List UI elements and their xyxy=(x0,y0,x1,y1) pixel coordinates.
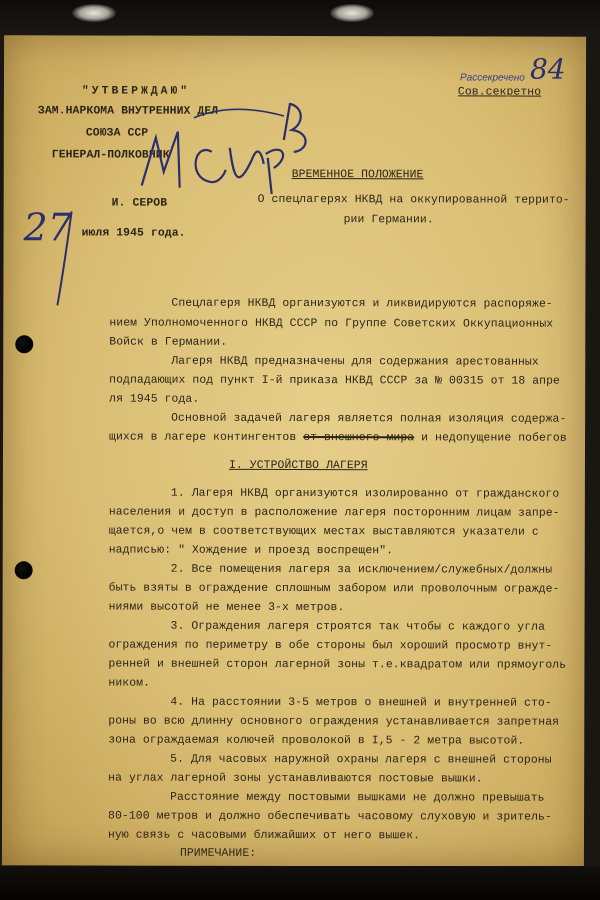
text-line: 1. Лагеря НКВД организуются изолированно от гражданского xyxy=(170,487,560,501)
text-line: населения и доступ в расположение лагеря посторонним лицам запре- xyxy=(108,506,560,520)
page-number: 84 xyxy=(529,52,566,86)
text-line: Войск в Германии. xyxy=(109,336,228,349)
text-segment: и недопущение побегов xyxy=(414,432,567,445)
text-segment: щихся в лагере контингентов xyxy=(109,431,304,445)
note-label: ПРИМЕЧАНИЕ: xyxy=(179,847,257,860)
punch-hole xyxy=(15,561,33,579)
document-title: ВРЕМЕННОЕ ПОЛОЖЕНИЕ xyxy=(291,168,424,182)
text-line-with-strikeout xyxy=(109,432,567,445)
approval-name: И. СЕРОВ xyxy=(111,197,168,210)
classification-label: Сов.секретно xyxy=(457,86,542,99)
document-subtitle-line2: рии Германии. xyxy=(343,214,434,227)
signature-icon xyxy=(134,98,324,208)
text-line: 80-100 метров и должно обеспечивать часовому слуховую и зритель- xyxy=(108,810,552,824)
approval-date: июля 1945 года. xyxy=(81,227,186,240)
text-line: на углах лагерной зоны устанавливаются постовые вышки. xyxy=(108,772,483,786)
text-line: 3. Ограждения лагеря строятся так чтобы с каждого угла xyxy=(170,620,546,634)
text-line: ником. xyxy=(108,677,151,690)
text-line: 5. Для часовых наружной охраны лагеря с внешней стороны xyxy=(170,753,552,767)
archive-document xyxy=(2,35,586,867)
display-frame-bottom xyxy=(0,866,600,900)
text-line: ля 1945 года. xyxy=(109,393,200,406)
document-subtitle-line1: О спецлагерях НКВД на оккупированной террито- xyxy=(257,193,570,207)
text-line: ную связь с часовыми ближайших от него вышек. xyxy=(107,829,421,843)
text-line: Основной задачей лагеря является полная изоляция содержа- xyxy=(171,412,567,426)
text-line: нием Уполномоченного НКВД СССР по Группе Советских Оккупационных xyxy=(109,317,554,331)
text-line: Спецлагеря НКВД организуются и ликвидируются распоряже- xyxy=(171,297,553,311)
text-line: ниями высотой не менее 3-х метров. xyxy=(108,601,345,615)
handwritten-day: 27 xyxy=(23,205,73,250)
text-line: роны во всю длинну основного ограждения устанавливается запретная xyxy=(108,715,560,729)
approval-rank: ГЕНЕРАЛ-ПОЛКОВНИК xyxy=(51,149,170,162)
approval-position: ЗАМ.НАРКОМА ВНУТРЕННИХ ДЕЛ xyxy=(37,105,219,118)
section-heading: I. УСТРОЙСТВО ЛАГЕРЯ xyxy=(228,459,368,473)
text-line: зона ограждаемая колючей проволокой в I,5 - 2 метра высотой. xyxy=(108,734,525,748)
text-line: Лагеря НКВД предназначены для содержания арестованных xyxy=(171,355,539,369)
text-line: 4. На расстоянии 3-5 метров о внешней и внутренней сто- xyxy=(170,696,552,710)
declassified-stamp: Рассекречено xyxy=(459,72,525,84)
text-line: надписью: " Хождение и проезд воспрещен". xyxy=(108,544,394,558)
text-line: подпадающих под пункт I-й приказа НКВД СССР за № 00315 от 18 апре xyxy=(109,374,561,388)
text-line: 2. Все помещения лагеря за исключением/служебных/должны xyxy=(170,563,553,577)
text-line: ренней и внешней сторон лагерной зоны т.е.квадратом или прямоуголь xyxy=(108,658,567,672)
struck-text: от внешнего мира xyxy=(303,432,415,445)
text-line: Расстояние между постовыми вышками не должно превышать xyxy=(170,791,545,805)
text-line: щается,о чем в соответствующих местах выставляются указатели с xyxy=(108,525,539,539)
date-flourish-icon xyxy=(41,201,91,311)
text-line: быть взяты в ограждение сплошным забором или проволочным огражде- xyxy=(108,582,560,596)
display-frame-top xyxy=(0,0,600,38)
approval-org: СОЮЗА ССР xyxy=(85,127,149,140)
display-light xyxy=(330,4,374,22)
text-line: ограждения по периметру в обе стороны был хороший просмотр внут- xyxy=(108,639,553,653)
punch-hole xyxy=(15,335,33,353)
display-light xyxy=(72,4,116,22)
approval-heading: "УТВЕРЖДАЮ" xyxy=(81,85,191,98)
